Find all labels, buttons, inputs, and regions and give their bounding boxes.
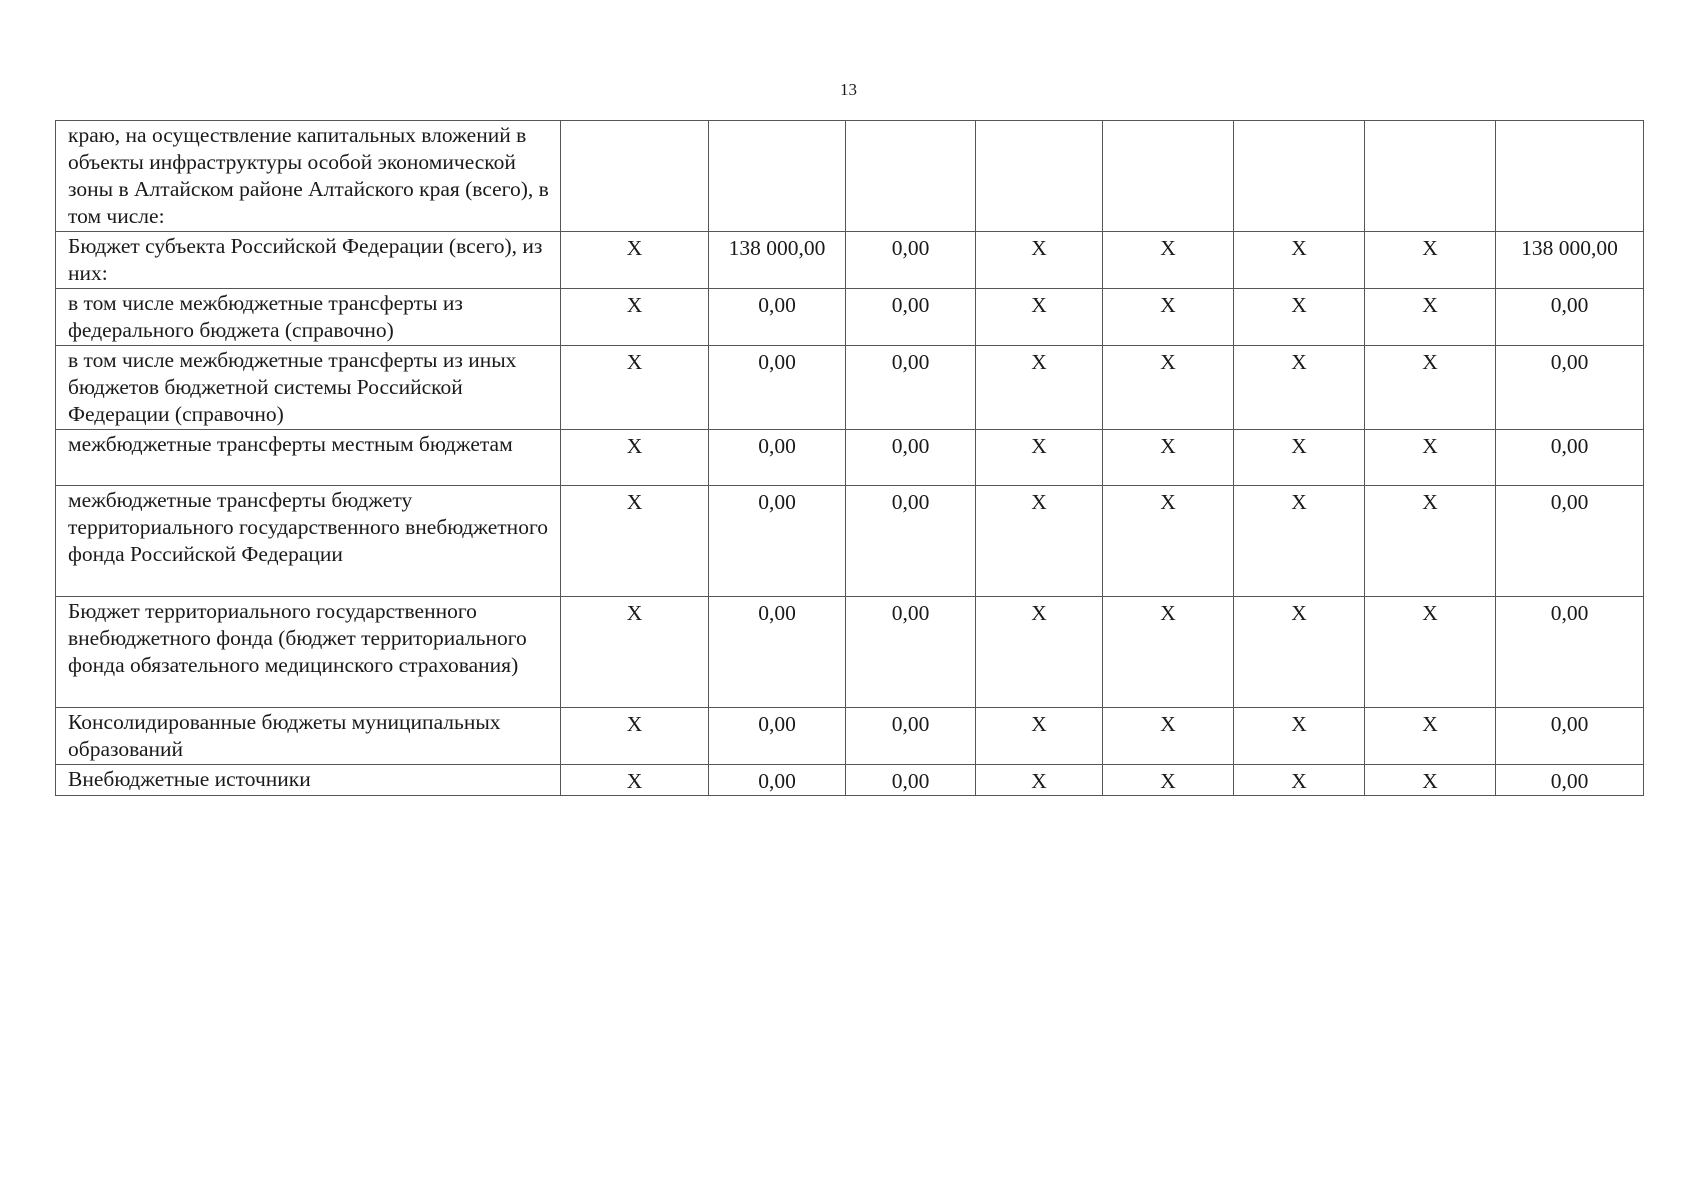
table-cell: X [1234,346,1365,430]
table-cell: X [561,346,709,430]
table-cell: X [561,289,709,346]
table-cell: X [561,708,709,765]
table-cell: X [561,765,709,796]
table-cell: X [561,430,709,486]
table-cell [1365,121,1496,232]
table-cell: X [1365,430,1496,486]
table-row [56,232,1644,289]
table-cell: X [976,765,1103,796]
row-label: Бюджет субъекта Российской Федерации (всего), из них: [56,232,561,289]
table-cell: 0,00 [846,430,976,486]
table-row [56,708,1644,765]
table-row [56,486,1644,597]
table-row [56,765,1644,796]
table-cell: 0,00 [1496,597,1644,708]
row-label: в том числе межбюджетные трансферты из федерального бюджета (справочно) [56,289,561,346]
table-cell: X [1365,597,1496,708]
table-cell: X [561,232,709,289]
table-cell: 0,00 [709,346,846,430]
table-cell [1234,121,1365,232]
table-cell [1103,121,1234,232]
table-cell: X [1103,765,1234,796]
table-cell [709,121,846,232]
table-cell: 0,00 [709,430,846,486]
table-cell: 0,00 [709,289,846,346]
table-cell: X [976,346,1103,430]
table-cell: X [976,597,1103,708]
table-cell: X [1365,708,1496,765]
table-cell: X [1103,597,1234,708]
row-label: в том числе межбюджетные трансферты из иных бюджетов бюджетной системы Российской Федерации (справочно) [56,346,561,430]
table-cell: X [1234,765,1365,796]
table-cell: X [1234,430,1365,486]
table-cell: 0,00 [846,289,976,346]
row-label: Внебюджетные источники [56,765,561,796]
table-cell: 0,00 [709,486,846,597]
table-cell: X [976,486,1103,597]
table-row [56,121,1644,232]
table-cell: 0,00 [1496,346,1644,430]
table-row [56,430,1644,486]
table-cell: 0,00 [1496,765,1644,796]
table-cell: 0,00 [846,346,976,430]
table-cell: 138 000,00 [1496,232,1644,289]
table-cell: 0,00 [1496,430,1644,486]
table-cell: X [1103,430,1234,486]
table-cell: 0,00 [709,597,846,708]
table-cell: X [1234,486,1365,597]
table-cell [1496,121,1644,232]
page-number: 13 [840,80,857,99]
table-cell: 0,00 [846,765,976,796]
table-cell: X [976,289,1103,346]
row-label: Бюджет территориального государственного внебюджетного фонда (бюджет территориального фонда обязательного медицинского страхования) [56,597,561,708]
table-cell: 0,00 [709,765,846,796]
table-cell: X [1103,486,1234,597]
row-label: краю, на осуществление капитальных вложений в объекты инфраструктуры особой экономической зоны в Алтайском районе Алтайского края (всего), в том числе: [56,121,561,232]
table-cell: X [1234,232,1365,289]
table-row [56,289,1644,346]
table-cell: 0,00 [1496,289,1644,346]
table-cell: 0,00 [846,232,976,289]
table-cell: 138 000,00 [709,232,846,289]
table-cell: X [1234,289,1365,346]
table-cell: 0,00 [846,486,976,597]
table-cell: 0,00 [1496,708,1644,765]
table-cell: X [1365,486,1496,597]
table-cell [561,121,709,232]
table-cell [976,121,1103,232]
table-cell: X [976,708,1103,765]
row-label: межбюджетные трансферты местным бюджетам [56,430,561,486]
table-cell: X [1103,708,1234,765]
table-cell: X [561,486,709,597]
table-cell [846,121,976,232]
table-row [56,597,1644,708]
table-cell: 0,00 [709,708,846,765]
table-cell: X [1365,346,1496,430]
table-cell: X [561,597,709,708]
table-cell: X [1234,708,1365,765]
table-cell: 0,00 [1496,486,1644,597]
table-cell: X [976,430,1103,486]
table-row [56,346,1644,430]
budget-table [55,120,1644,796]
table-cell: X [1234,597,1365,708]
row-label: межбюджетные трансферты бюджету территориального государственного внебюджетного фонда Российской Федерации [56,486,561,597]
table-cell: X [1103,232,1234,289]
table-cell: 0,00 [846,708,976,765]
table-cell: X [1365,765,1496,796]
table-cell: X [976,232,1103,289]
row-label: Консолидированные бюджеты муниципальных образований [56,708,561,765]
table-cell: X [1365,289,1496,346]
table-cell: X [1103,346,1234,430]
table-cell: X [1103,289,1234,346]
table-cell: X [1365,232,1496,289]
table-cell: 0,00 [846,597,976,708]
